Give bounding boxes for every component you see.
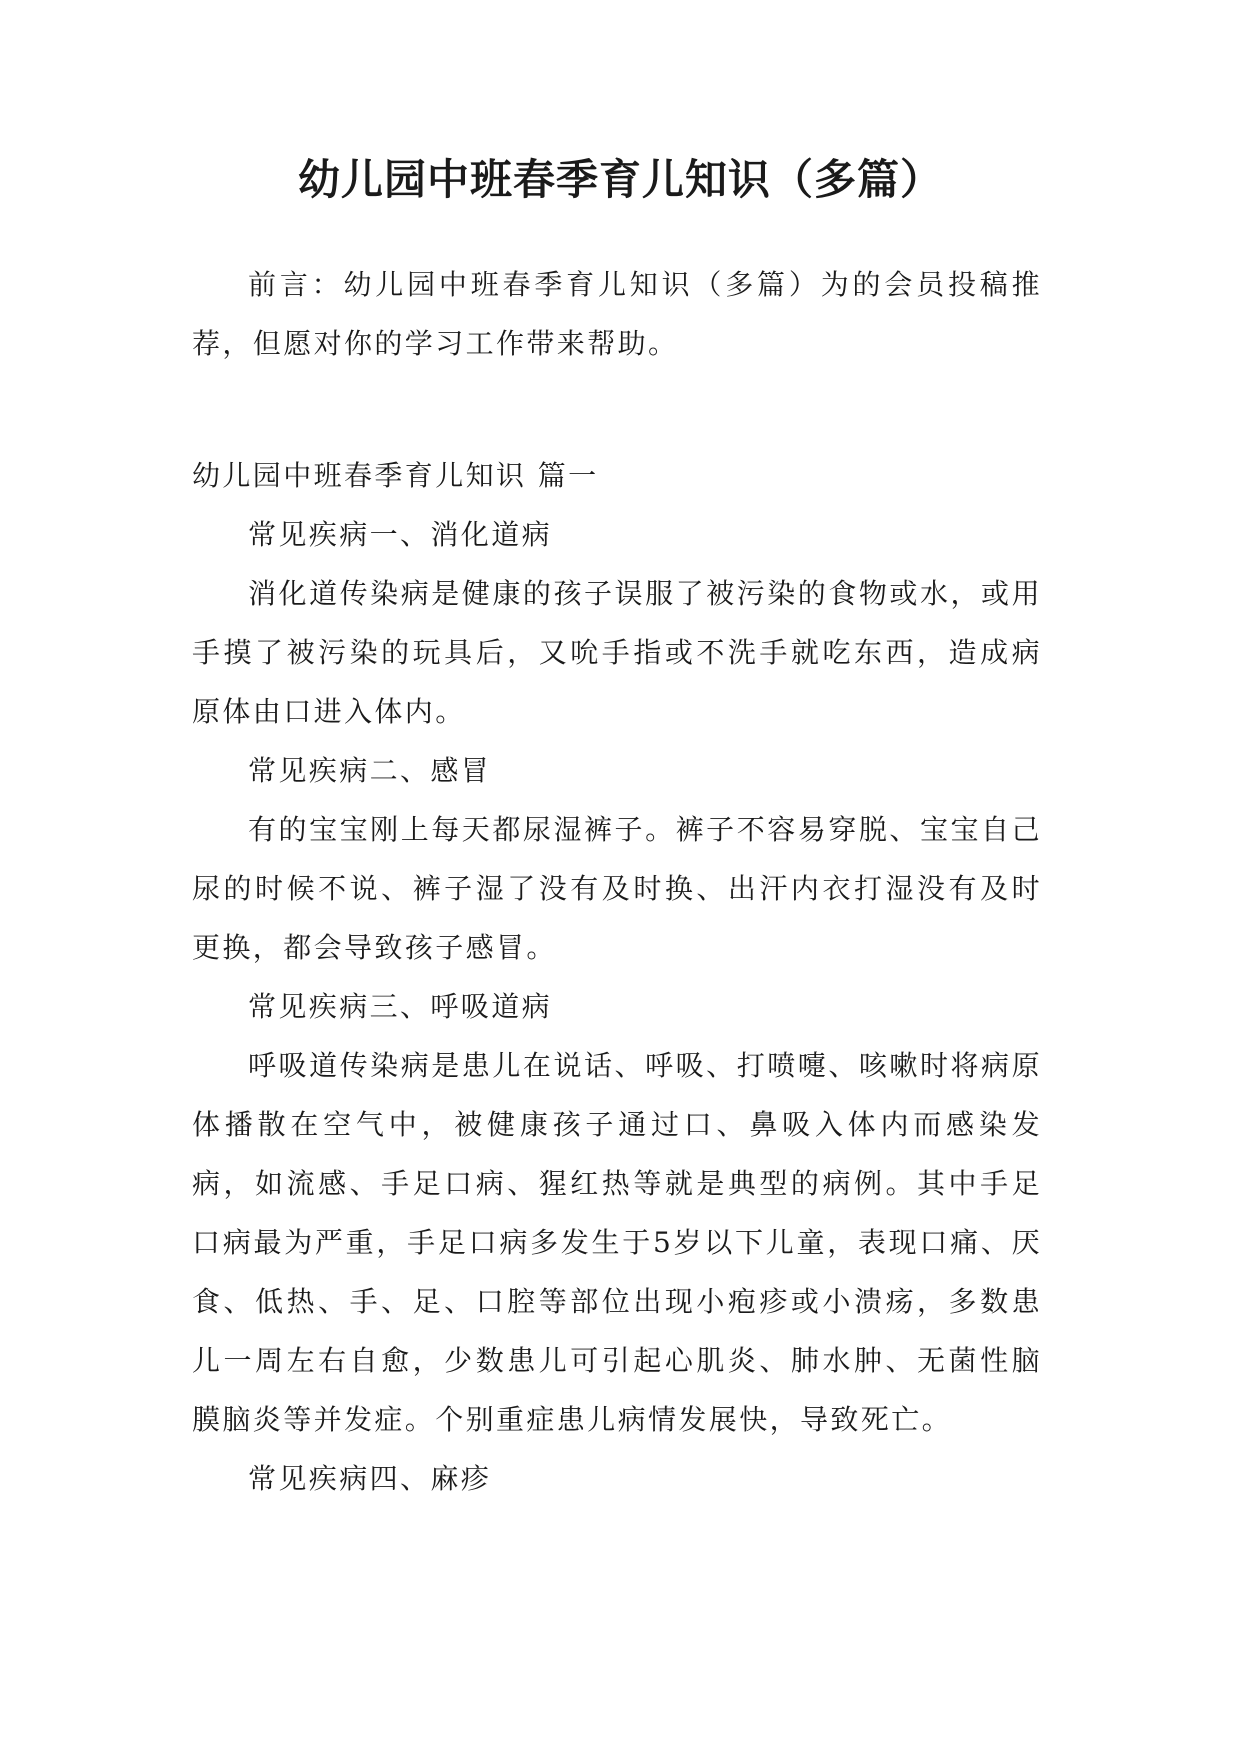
paragraph-cold: 有的宝宝刚上每天都尿湿裤子。裤子不容易穿脱、宝宝自己尿的时候不说、裤子湿了没有及时换、出汗内衣打湿没有及时更换，都会导致孩子感冒。 [192, 813, 1042, 964]
preface-paragraph: 前言：幼儿园中班春季育儿知识（多篇）为的会员投稿推荐，但愿对你的学习工作带来帮助。 [192, 268, 1042, 360]
disease-heading-1: 常见疾病一、消化道病 [248, 518, 553, 551]
document-title: 幼儿园中班春季育儿知识（多篇） [297, 155, 943, 204]
spacer [192, 373, 1042, 432]
section-title: 幼儿园中班春季育儿知识 篇一 [192, 459, 599, 492]
paragraph-respiratory: 呼吸道传染病是患儿在说话、呼吸、打喷嚏、咳嗽时将病原体播散在空气中，被健康孩子通过口、鼻吸入体内而感染发病，如流感、手足口病、猩红热等就是典型的病例。其中手足口病最为严重，手足口病多发生于5岁以下儿童，表现口痛、厌食、低热、手、足、口腔等部位出现小疱疹或小溃疡，多数患儿一周左右自愈，少数患儿可引起心肌炎、肺水肿、无菌性脑膜脑炎等并发症。个别重症患儿病情发展快，导致死亡。 [192, 1049, 1042, 1436]
paragraph-digestive: 消化道传染病是健康的孩子误服了被污染的食物或水，或用手摸了被污染的玩具后，又吮手指或不洗手就吃东西，造成病原体由口进入体内。 [192, 577, 1042, 728]
spacer [192, 432, 1042, 446]
disease-heading-4: 常见疾病四、麻疹 [248, 1462, 492, 1495]
document-body [192, 255, 1042, 1508]
disease-heading-2: 常见疾病二、感冒 [248, 754, 492, 787]
disease-heading-3: 常见疾病三、呼吸道病 [248, 990, 553, 1023]
